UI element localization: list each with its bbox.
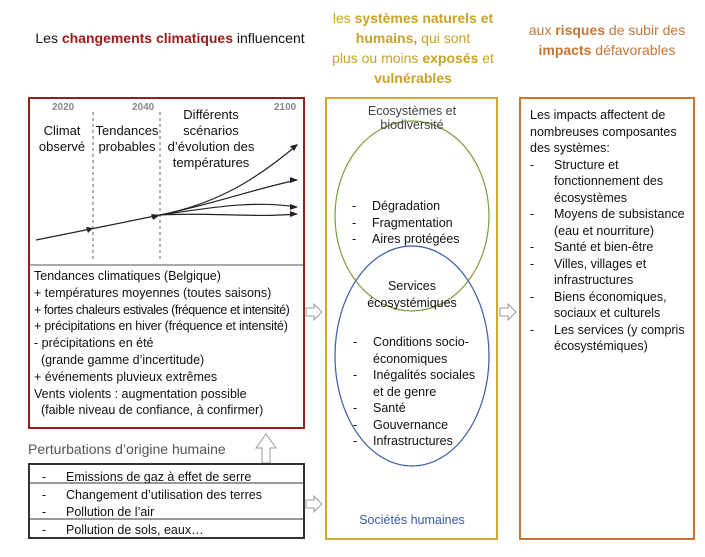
impact-item: - Villes, villages et infrastructures (530, 256, 647, 287)
tick-2040: 2040 (132, 102, 155, 113)
impacts-intro: Les impacts affectent de nombreuses composantes des systèmes: (530, 108, 677, 155)
society-item: - Infrastructures (353, 434, 453, 448)
header-segment: et (478, 50, 494, 66)
header-segment: les (332, 10, 355, 26)
arrow-pert-to-mid (306, 496, 322, 512)
label-scenarios: Différents scénarios d’évolution des températures (167, 107, 255, 170)
perturbation-item: - Emissions de gaz à effet de serre (42, 470, 252, 484)
ecosystem-item: - Aires protégées (352, 232, 460, 246)
header-bold-segment: vulnérables (374, 70, 452, 86)
society-item: - Inégalités sociales et de genre (353, 368, 476, 399)
scenario-arrow-flat (290, 211, 298, 217)
trend-arrowhead-2 (151, 214, 160, 220)
climate-trend-item: (grande gamme d’incertitude) (34, 352, 205, 367)
header-segment: de subir des (605, 22, 686, 38)
climate-trend-item: + précipitations en hiver (fréquence et intensité) (34, 319, 288, 334)
society-list (353, 334, 483, 450)
scenario-curve-flat (160, 214, 297, 215)
label-observed-climate: Climat observé (38, 123, 86, 154)
tick-2020: 2020 (52, 102, 75, 113)
scenario-arrow-low (290, 204, 298, 210)
climate-trend-item: (faible niveau de confiance, à confirmer) (34, 403, 264, 418)
header-bold-segment: changements climatiques (61, 30, 234, 46)
climate-trend-item: Vents violents : augmentation possible (34, 386, 247, 401)
header-segment: plus ou moins (332, 50, 423, 66)
header-bold-segment: exposés (422, 50, 479, 66)
impact-item: - Santé et bien-être (530, 240, 654, 254)
systems-panel (325, 97, 498, 540)
header-bold-segment: impacts (538, 42, 592, 58)
perturbations-panel (28, 463, 305, 539)
ecosystem-item: - Fragmentation (352, 215, 453, 230)
header-segment: Les (35, 30, 62, 46)
impact-item: - Structure et fonctionnement des écosystèmes (530, 157, 664, 205)
trend-arrowhead-1 (86, 227, 93, 233)
scenario-arrow-mid (290, 177, 298, 183)
society-item: - Gouvernance (353, 417, 449, 432)
impacts-text (530, 107, 690, 355)
header-segment: qui sont (417, 30, 471, 46)
ecosystem-item: - Dégradation (352, 199, 441, 213)
climate-trend-item: - précipitations en été (34, 336, 154, 351)
label-probable-trends: Tendances probables (95, 123, 159, 154)
society-item: - Conditions socio-économiques (353, 335, 469, 366)
climate-trends-list (34, 268, 304, 419)
ecosystem-services-label: Services écosystémiques (367, 279, 457, 310)
climate-trend-item: + événements pluvieux extrêmes (34, 369, 218, 384)
header-segment: aux (528, 22, 556, 38)
societies-title: Sociétés humaines (359, 513, 465, 527)
header-bold-segment: systèmes naturels et (354, 10, 494, 26)
arrow-left-to-mid (306, 304, 322, 320)
impact-item: - Les services (y compris écosystémiques) (530, 322, 685, 353)
impacts-list (530, 157, 690, 355)
perturbation-item: - Pollution de l’air (42, 505, 155, 519)
header-segment: défavorables (591, 42, 676, 58)
trend-line (36, 215, 160, 240)
header-bold-segment: humains, (355, 30, 418, 46)
climate-trend-title: Tendances climatiques (Belgique) (34, 269, 221, 283)
tick-2100: 2100 (274, 102, 297, 113)
ecosystem-list (352, 198, 482, 248)
header-segment: influencent (233, 30, 305, 46)
arrow-mid-to-right (500, 304, 516, 320)
impact-item: - Biens économiques, sociaux et culturels (530, 289, 667, 320)
perturbations-title: Perturbations d’origine humaine (28, 441, 226, 457)
perturbation-item: - Pollution de sols, eaux… (42, 523, 204, 537)
climate-trend-item: + fortes chaleurs estivales (fréquence et intensité) (34, 302, 290, 317)
society-item: - Santé (353, 401, 406, 415)
arrow-pert-to-climate (256, 434, 276, 463)
header-bold-segment: risques (555, 22, 606, 38)
ecosystems-title: Ecosystèmes et biodiversité (367, 104, 457, 132)
impact-item: - Moyens de subsistance (eau et nourriture) (530, 207, 685, 238)
climate-trend-item: + températures moyennes (toutes saisons) (34, 285, 272, 300)
perturbation-item: - Changement d’utilisation des terres (42, 488, 262, 502)
